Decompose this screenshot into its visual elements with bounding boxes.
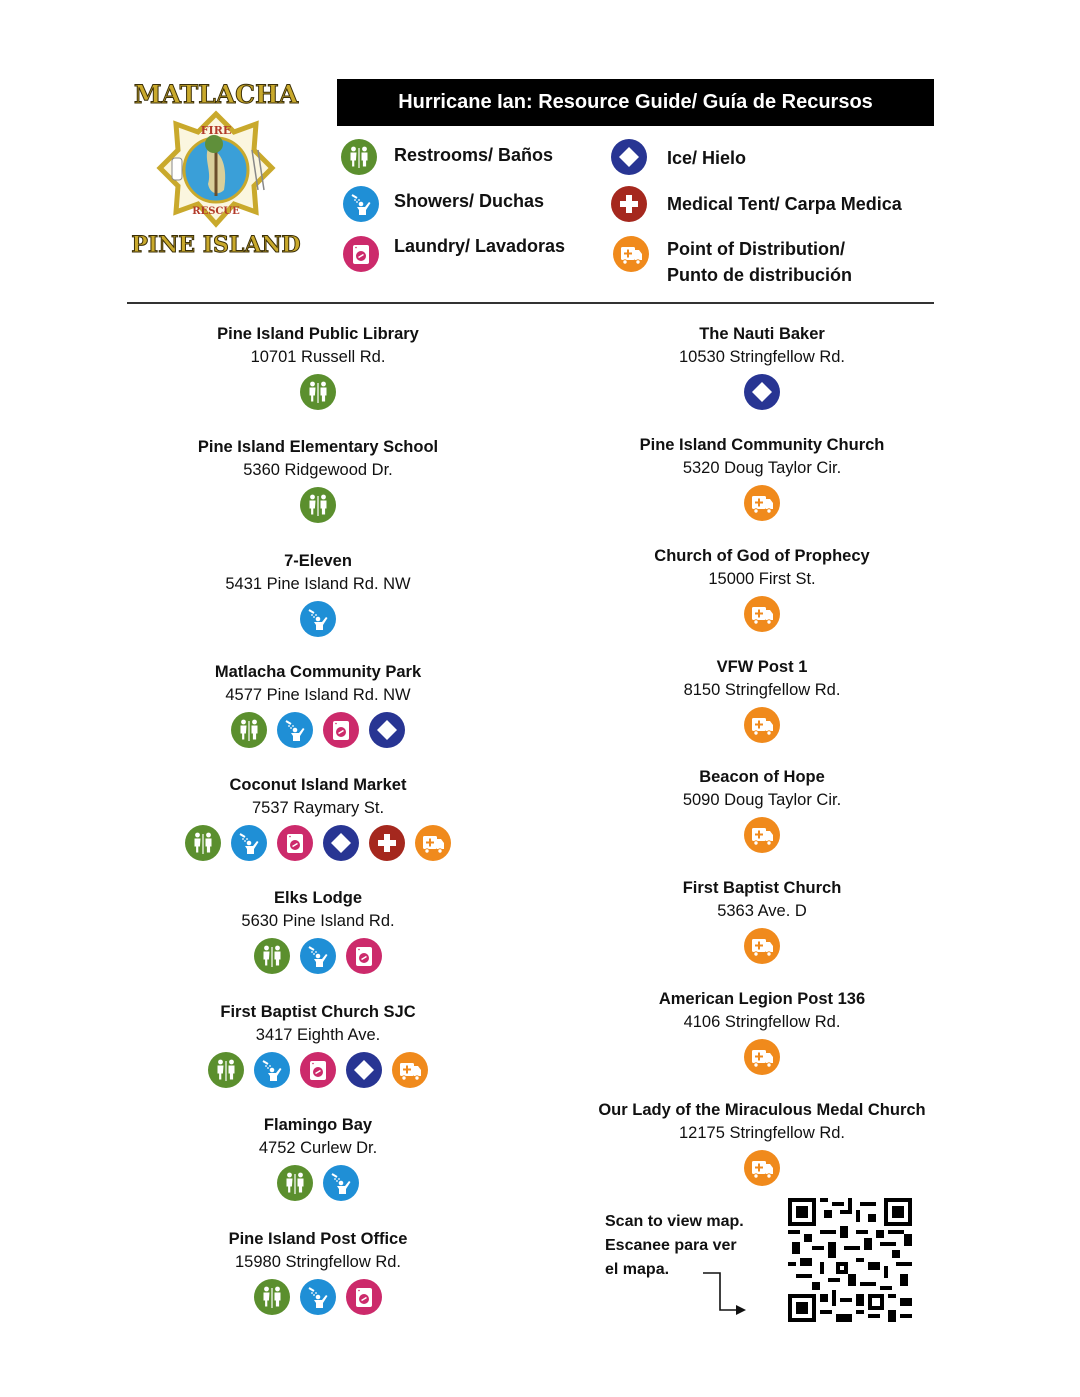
- location-name: First Baptist Church SJC: [220, 1003, 416, 1021]
- location-address: 12175 Stringfellow Rd.: [678, 1124, 845, 1142]
- restroom-icon: [231, 712, 267, 748]
- location-name: Our Lady of the Miraculous Medal Church: [598, 1101, 926, 1119]
- legend-label: Laundry/ Lavadoras: [394, 236, 566, 256]
- location-address: 3417 Eighth Ave.: [255, 1026, 381, 1044]
- legend-restrooms: [394, 142, 553, 168]
- restroom-icon: [254, 938, 290, 974]
- location-name: The Nauti Baker: [699, 325, 825, 343]
- location-name: Coconut Island Market: [229, 776, 407, 794]
- distribution-truck-icon: [392, 1052, 428, 1088]
- service-icons: [128, 938, 508, 974]
- distribution-truck-icon: [744, 707, 780, 743]
- legend-showers: [394, 188, 544, 214]
- legend-ice: [667, 145, 746, 171]
- location-name: First Baptist Church: [682, 879, 842, 897]
- location-entry: [128, 887, 508, 974]
- ice-diamond-icon: [744, 374, 780, 410]
- washing-machine-icon: [346, 938, 382, 974]
- service-icons: [128, 487, 508, 523]
- location-address: 10530 Stringfellow Rd.: [678, 348, 845, 366]
- location-name: American Legion Post 136: [658, 990, 866, 1008]
- restroom-icon: [341, 139, 377, 175]
- service-icons: [128, 712, 508, 748]
- legend-label: Ice/ Hielo: [667, 148, 747, 168]
- service-icons: [128, 825, 508, 861]
- scan-line-3: el mapa.: [605, 1261, 670, 1278]
- location-entry: [128, 436, 508, 523]
- shower-icon: [343, 186, 379, 222]
- location-entry: [128, 1228, 508, 1315]
- service-icons: [128, 1052, 508, 1088]
- scan-line-2: Escanee para ver: [605, 1237, 737, 1254]
- legend-label-line1: Point of Distribution/: [667, 239, 845, 259]
- distribution-truck-icon: [744, 1039, 780, 1075]
- location-name: Pine Island Post Office: [228, 1230, 408, 1248]
- distribution-truck-icon: [744, 817, 780, 853]
- medical-cross-icon: [369, 825, 405, 861]
- location-name: Church of God of Prophecy: [654, 547, 870, 565]
- location-address: 5363 Ave. D: [717, 902, 807, 920]
- location-name: Pine Island Elementary School: [197, 438, 439, 456]
- legend-medical: [667, 191, 902, 217]
- location-entry: [572, 323, 952, 410]
- medical-cross-icon: [611, 186, 647, 222]
- restroom-icon: [208, 1052, 244, 1088]
- location-name: 7-Eleven: [284, 552, 352, 570]
- location-name: Elks Lodge: [273, 889, 363, 907]
- distribution-truck-icon: [744, 1150, 780, 1186]
- distribution-truck-icon: [744, 596, 780, 632]
- matlacha-pine-island-fire-rescue-logo: [128, 80, 304, 268]
- location-address: 5320 Doug Taylor Cir.: [682, 459, 842, 477]
- service-icons: [128, 601, 508, 637]
- location-entry: [128, 323, 508, 410]
- location-entry: [128, 774, 508, 861]
- header-divider: [127, 302, 934, 304]
- distribution-truck-icon: [415, 825, 451, 861]
- logo-bottom-text: PINE ISLAND: [131, 232, 301, 258]
- shower-icon: [300, 1279, 336, 1315]
- ice-diamond-icon: [323, 825, 359, 861]
- service-icons: [572, 817, 952, 853]
- location-entry: [572, 988, 952, 1075]
- logo-top-text: MATLACHA: [133, 80, 299, 109]
- location-address: 4752 Curlew Dr.: [258, 1139, 378, 1157]
- scan-line-1: Scan to view map.: [605, 1213, 744, 1230]
- location-entry: [572, 1099, 952, 1186]
- restroom-icon: [277, 1165, 313, 1201]
- service-icons: [572, 1150, 952, 1186]
- location-address: 5360 Ridgewood Dr.: [243, 461, 393, 479]
- location-entry: [572, 434, 952, 521]
- location-address: 15980 Stringfellow Rd.: [234, 1253, 401, 1271]
- location-name: Matlacha Community Park: [214, 663, 422, 681]
- location-entry: [128, 1001, 508, 1088]
- location-address: 5431 Pine Island Rd. NW: [225, 575, 411, 593]
- ice-diamond-icon: [611, 139, 647, 175]
- location-entry: [572, 766, 952, 853]
- distribution-truck-icon: [744, 928, 780, 964]
- service-icons: [128, 1165, 508, 1201]
- washing-machine-icon: [300, 1052, 336, 1088]
- svg-text:RESCUE: RESCUE: [192, 206, 240, 217]
- washing-machine-icon: [323, 712, 359, 748]
- legend-label: Medical Tent/ Carpa Medica: [667, 194, 902, 214]
- location-address: 7537 Raymary St.: [251, 799, 385, 817]
- service-icons: [572, 485, 952, 521]
- svg-text:FIRE: FIRE: [200, 124, 232, 137]
- distribution-truck-icon: [744, 485, 780, 521]
- ice-diamond-icon: [369, 712, 405, 748]
- legend-laundry: [394, 233, 565, 259]
- service-icons: [128, 374, 508, 410]
- location-name: Beacon of Hope: [699, 768, 825, 786]
- location-entry: [572, 877, 952, 964]
- service-icons: [572, 374, 952, 410]
- shower-icon: [231, 825, 267, 861]
- restroom-icon: [254, 1279, 290, 1315]
- location-name: VFW Post 1: [716, 658, 808, 676]
- location-entry: [128, 661, 508, 748]
- service-icons: [572, 596, 952, 632]
- shower-icon: [277, 712, 313, 748]
- location-address: 10701 Russell Rd.: [250, 348, 386, 366]
- location-entry: [572, 656, 952, 743]
- location-address: 4106 Stringfellow Rd.: [683, 1013, 841, 1031]
- location-address: 5090 Doug Taylor Cir.: [682, 791, 842, 809]
- shower-icon: [300, 938, 336, 974]
- location-address: 5630 Pine Island Rd.: [241, 912, 395, 930]
- location-name: Pine Island Community Church: [639, 436, 885, 454]
- shower-icon: [300, 601, 336, 637]
- location-entry: [572, 545, 952, 632]
- distribution-truck-icon: [613, 236, 649, 272]
- service-icons: [572, 928, 952, 964]
- restroom-icon: [185, 825, 221, 861]
- page-title: Hurricane Ian: Resource Guide/ Guía de Recursos: [337, 79, 934, 126]
- location-address: 8150 Stringfellow Rd.: [683, 681, 841, 699]
- washing-machine-icon: [277, 825, 313, 861]
- restroom-icon: [300, 487, 336, 523]
- legend-label: Showers/ Duchas: [394, 191, 545, 211]
- legend-distribution: [667, 236, 852, 288]
- location-address: 4577 Pine Island Rd. NW: [225, 686, 411, 704]
- service-icons: [572, 1039, 952, 1075]
- location-name: Pine Island Public Library: [217, 325, 419, 343]
- location-address: 15000 First St.: [708, 570, 816, 588]
- shower-icon: [323, 1165, 359, 1201]
- location-entry: [128, 1114, 508, 1201]
- qr-code-icon[interactable]: [788, 1198, 912, 1322]
- location-name: Flamingo Bay: [263, 1116, 373, 1134]
- service-icons: [572, 707, 952, 743]
- restroom-icon: [300, 374, 336, 410]
- shower-icon: [254, 1052, 290, 1088]
- arrow-icon: [700, 1270, 750, 1320]
- location-entry: [128, 550, 508, 637]
- service-icons: [128, 1279, 508, 1315]
- washing-machine-icon: [346, 1279, 382, 1315]
- maltese-cross-badge-icon: [156, 110, 276, 228]
- washing-machine-icon: [343, 236, 379, 272]
- ice-diamond-icon: [346, 1052, 382, 1088]
- legend-label-line2: Punto de distribución: [667, 265, 852, 285]
- legend-label: Restrooms/ Baños: [394, 145, 554, 165]
